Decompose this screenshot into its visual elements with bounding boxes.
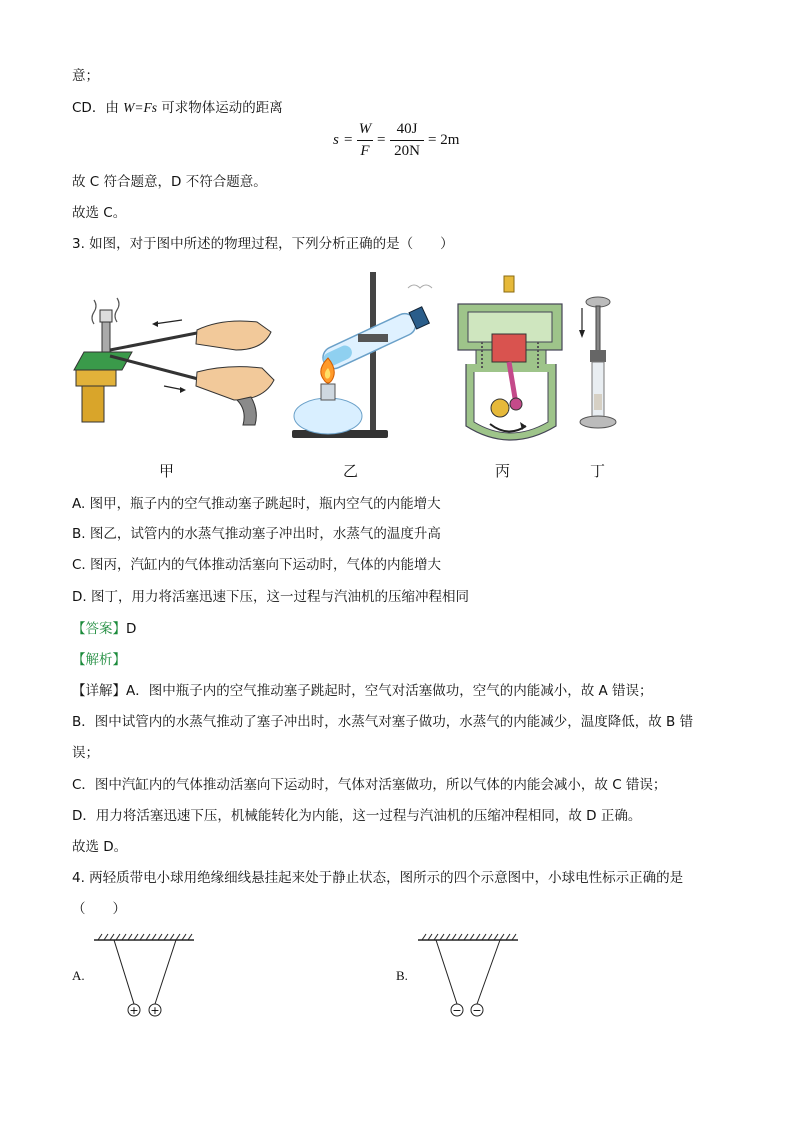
answer-line [72, 619, 136, 639]
text-line: 故选 C。 [72, 205, 127, 221]
option-4a-label: A. [72, 968, 85, 983]
fraction-w-f [357, 120, 373, 161]
caption-ding: 丁 [590, 462, 606, 480]
caption-jia: 甲 [159, 462, 175, 480]
formula-result: = 2m [428, 132, 460, 148]
detail-tag: 【详解】 [72, 683, 126, 699]
text-line [72, 98, 283, 118]
caption-bing: 丙 [495, 462, 511, 480]
formula-s: s [333, 132, 339, 148]
formula-equals: = [344, 132, 353, 148]
distance-formula [333, 120, 473, 164]
detail-text: A．图中瓶子内的空气推动塞子跳起时，空气对活塞做功，空气的内能减小，故 A 错误； [126, 683, 653, 699]
charge-label: − [472, 1004, 482, 1017]
charge-label: − [452, 1004, 462, 1017]
text-fragment: CD．由 [72, 100, 124, 116]
analysis-tag: 【解析】 [72, 652, 126, 668]
text-line: 意； [72, 68, 99, 84]
option-b: B. 图乙，试管内的水蒸气推动塞子冲出时，水蒸气的温度升高 [72, 526, 441, 542]
formula-equals: = [377, 132, 386, 148]
option-a: A. 图甲，瓶子内的空气推动塞子跳起时，瓶内空气的内能增大 [72, 496, 441, 512]
charge-label: + [150, 1004, 160, 1017]
question-4: 4. 两轻质带电小球用绝缘细线悬挂起来处于静止状态，图所示的四个示意图中，小球电性标示正确的是 [72, 870, 684, 886]
answer-value: D [126, 621, 137, 637]
figure-ding [574, 294, 624, 434]
charge-label: + [129, 1004, 139, 1017]
detail-line: C．图中汽缸内的气体推动活塞向下运动时，气体对活塞做功，所以气体的内能会减小，故 C 错误； [72, 777, 667, 793]
option-4a-diagram [92, 930, 196, 1022]
option-4b-diagram [416, 930, 520, 1022]
answer-tag: 【答案】 [72, 621, 126, 637]
fraction-values [390, 120, 424, 161]
fraction-numerator: W [358, 121, 372, 137]
detail-line: 故选 D。 [72, 839, 128, 855]
question-4-bracket: （ ） [72, 901, 126, 917]
figure-jia [72, 290, 282, 430]
detail-line: D．用力将活塞迅速下压，机械能转化为内能，这一过程与汽油机的压缩冲程相同，故 D 正确。 [72, 808, 642, 824]
detail-line: B．图中试管内的水蒸气推动了塞子冲出时，水蒸气对塞子做功，水蒸气的内能减少，温度降低，故 B 错 [72, 714, 694, 730]
detail-line [72, 681, 653, 701]
fraction-numerator: 40J [396, 121, 418, 137]
caption-yi: 乙 [343, 462, 359, 480]
option-d: D. 图丁，用力将活塞迅速下压，这一过程与汽油机的压缩冲程相同 [72, 589, 469, 605]
fraction-denominator: 20N [394, 143, 420, 159]
option-4b-label: B. [396, 968, 408, 983]
text-fragment: 可求物体运动的距离 [156, 100, 283, 116]
option-c: C. 图丙，汽缸内的气体推动活塞向下运动时，气体的内能增大 [72, 557, 442, 573]
question-3: 3. 如图，对于图中所述的物理过程，下列分析正确的是（ ） [72, 236, 454, 252]
figure-bing [452, 272, 570, 450]
inline-formula: W=Fs [123, 100, 157, 115]
text-line: 故 C 符合题意，D 不符合题意。 [72, 174, 267, 190]
fraction-denominator: F [360, 143, 370, 159]
figure-yi [288, 266, 438, 444]
detail-line: 误； [72, 745, 99, 761]
